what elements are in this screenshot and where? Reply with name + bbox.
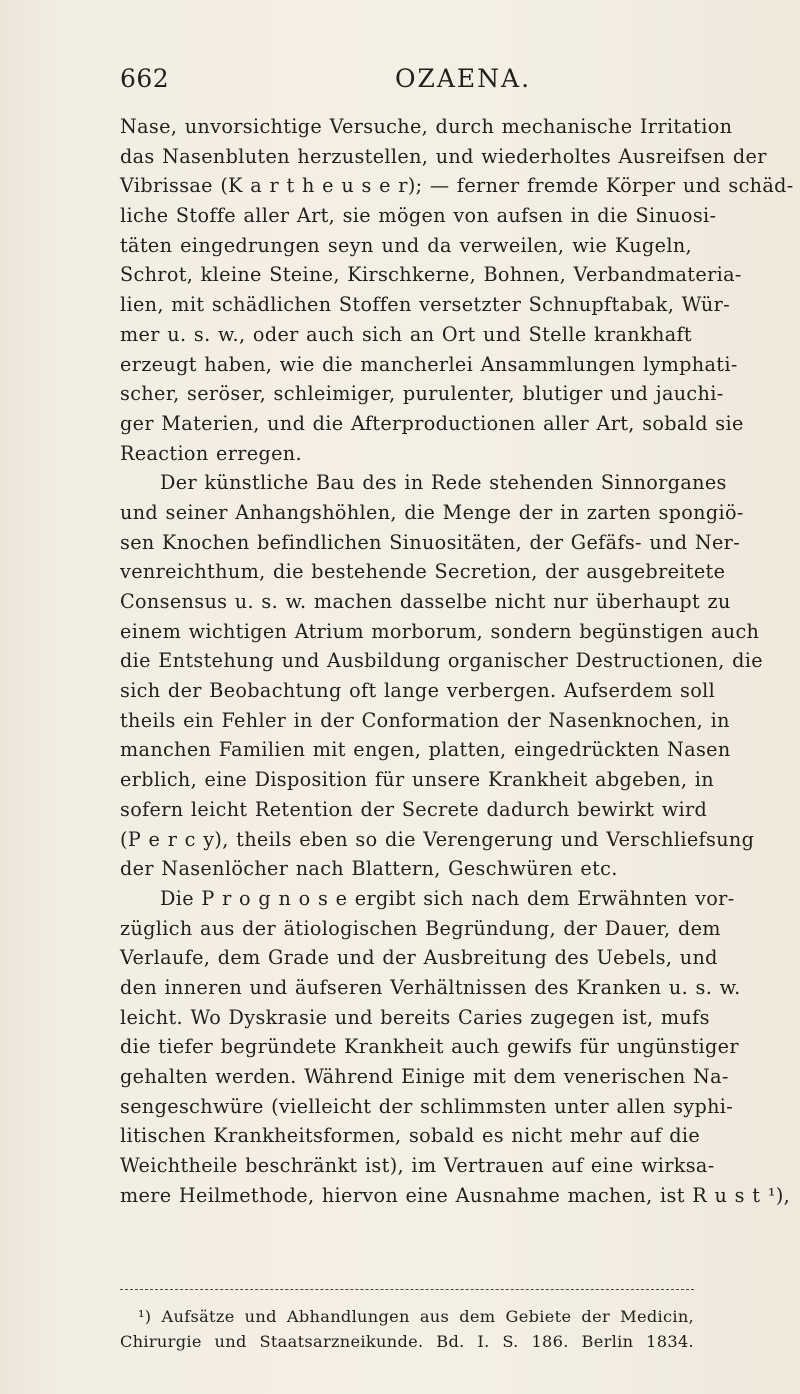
text-line: sofern leicht Retention der Secrete dadurch bewirkt wird: [120, 797, 708, 821]
text-line: ger Materien, und die Afterproductionen aller Art, sobald sie: [120, 411, 744, 435]
text-line: züglich aus der ätiologischen Begründung, der Dauer, dem: [120, 916, 721, 940]
text-line: Schrot, kleine Steine, Kirschkerne, Bohnen, Verbandmateria-: [120, 263, 742, 287]
text-line: Reaction erregen.: [120, 441, 302, 465]
text-line: erblich, eine Disposition für unsere Krankheit abgeben, in: [120, 768, 714, 792]
text-line: sich der Beobachtung oft lange verbergen. Aufserdem soll: [120, 679, 716, 703]
text-line: Vibrissae (K a r t h e u s e r); — ferner fremde Körper und schäd-: [120, 174, 794, 198]
text-line: sen Knochen befindlichen Sinuositäten, der Gefäfs- und Ner-: [120, 530, 741, 554]
text-line: Die P r o g n o s e ergibt sich nach dem Erwähnten vor-: [160, 886, 735, 910]
footnote-rule: [120, 1289, 694, 1290]
text-line: und seiner Anhangshöhlen, die Menge der in zarten spongiö-: [120, 500, 744, 524]
text-line: sengeschwüre (vielleicht der schlimmsten unter allen syphi-: [120, 1094, 734, 1118]
text-line: theils ein Fehler in der Conformation der Nasenknochen, in: [120, 708, 730, 732]
footnote-line: Chirurgie und Staatsarzneikunde. Bd. I. S. 186. Berlin 1834.: [120, 1332, 694, 1351]
footnote: [120, 1304, 694, 1354]
text-line: liche Stoffe aller Art, sie mögen von aufsen in die Sinuosi-: [120, 204, 717, 228]
body-text: [120, 112, 794, 1210]
page-header: [120, 64, 694, 100]
text-line: litischen Krankheitsformen, sobald es nicht mehr auf die: [120, 1124, 701, 1148]
text-line: den inneren und äufseren Verhältnissen des Kranken u. s. w.: [120, 975, 741, 999]
text-line: erzeugt haben, wie die mancherlei Ansammlungen lymphati-: [120, 352, 738, 376]
text-line: (P e r c y), theils eben so die Verengerung und Verschliefsung: [120, 827, 755, 851]
text-line: lien, mit schädlichen Stoffen versetzter Schnupftabak, Wür-: [120, 293, 730, 317]
text-line: einem wichtigen Atrium morborum, sondern begünstigen auch: [120, 619, 760, 643]
text-line: gehalten werden. Während Einige mit dem venerischen Na-: [120, 1065, 729, 1088]
text-line: täten eingedrungen seyn und da verweilen, wie Kugeln,: [120, 233, 692, 257]
text-line: das Nasenbluten herzustellen, und wiederholtes Ausreifsen der: [120, 144, 767, 168]
footnote-line: ¹) Aufsätze und Abhandlungen aus dem Gebiete der Medicin,: [138, 1307, 694, 1326]
text-line: Der künstliche Bau des in Rede stehenden Sinnorganes: [160, 471, 727, 495]
text-line: Verlaufe, dem Grade und der Ausbreitung des Uebels, und: [120, 946, 718, 970]
text-line: der Nasenlöcher nach Blattern, Geschwüren etc.: [120, 857, 618, 881]
page-number: 662: [120, 64, 170, 93]
text-line: mere Heilmethode, hiervon eine Ausnahme machen, ist R u s t ¹),: [120, 1183, 791, 1207]
text-line: Weichtheile beschränkt ist), im Vertrauen auf eine wirksa-: [120, 1154, 715, 1178]
text-line: mer u. s. w., oder auch sich an Ort und Stelle krankhaft: [120, 322, 692, 346]
text-line: leicht. Wo Dyskrasie und bereits Caries zugegen ist, mufs: [120, 1005, 710, 1029]
text-line: venreichthum, die bestehende Secretion, der ausgebreitete: [120, 560, 726, 584]
text-line: die tiefer begründete Krankheit auch gewifs für ungünstiger: [120, 1035, 739, 1059]
text-line: Nase, unvorsichtige Versuche, durch mechanische Irritation: [120, 115, 733, 138]
text-line: Consensus u. s. w. machen dasselbe nicht nur überhaupt zu: [120, 590, 731, 613]
text-line: scher, seröser, schleimiger, purulenter, blutiger und jauchi-: [120, 382, 724, 406]
text-line: die Entstehung und Ausbildung organischer Destructionen, die: [120, 649, 763, 673]
text-line: manchen Familien mit engen, platten, eingedrückten Nasen: [120, 738, 731, 762]
running-title: OZAENA.: [395, 64, 532, 93]
